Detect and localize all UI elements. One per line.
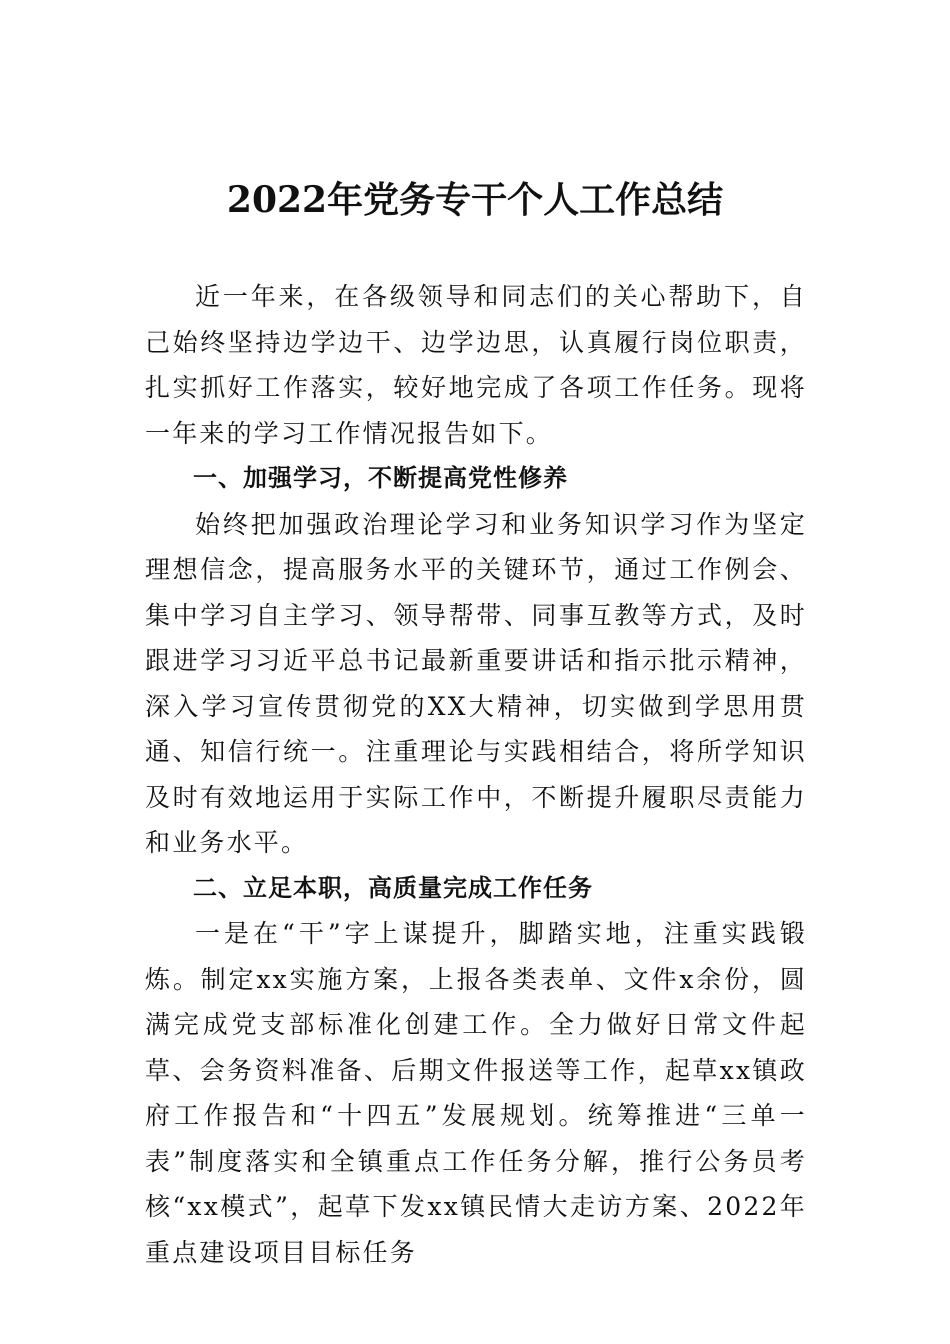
section-paragraph-2: 一是在“干”字上谋提升，脚踏实地，注重实践锻炼。制定xx实施方案，上报各类表单、文件x余份，圆满完成党支部标准化创建工作。全力做好日常文件起草、会务资料准备、后期文件报送等工作，起草xx镇政府工作报告和“十四五”发展规划。统筹推进“三单一表”制度落实和全镇重点工作任务分解，推行公务员考核“xx模式”，起草下发xx镇民情大走访方案、2022年重点建设项目目标任务 [145,919,807,1267]
document-body [145,274,807,1275]
section-heading-1: 一、加强学习，不断提高党性修养 [193,464,568,492]
section-heading-2: 二、立足本职，高质量完成工作任务 [193,873,593,902]
intro-paragraph: 近一年来，在各级领导和同志们的关心帮助下，自己始终坚持边学边干、边学边思，认真履行岗位职责，扎实抓好工作落实，较好地完成了各项工作任务。现将一年来的学习工作情况报告如下。 [145,282,807,448]
section-paragraph-1: 始终把加强政治理论学习和业务知识学习作为坚定理想信念，提高服务水平的关键环节，通过工作例会、集中学习自主学习、领导帮带、同事互教等方式，及时跟进学习习近平总书记最新重要讲话和指示批示精神，深入学习宣传贯彻党的XX大精神，切实做到学思用贯通、知信行统一。注重理论与实践相结合，将所学知识及时有效地运用于实际工作中，不断提升履职尽责能力和业务水平。 [145,509,807,857]
document-title: 2022年党务专干个人工作总结 [226,179,724,221]
